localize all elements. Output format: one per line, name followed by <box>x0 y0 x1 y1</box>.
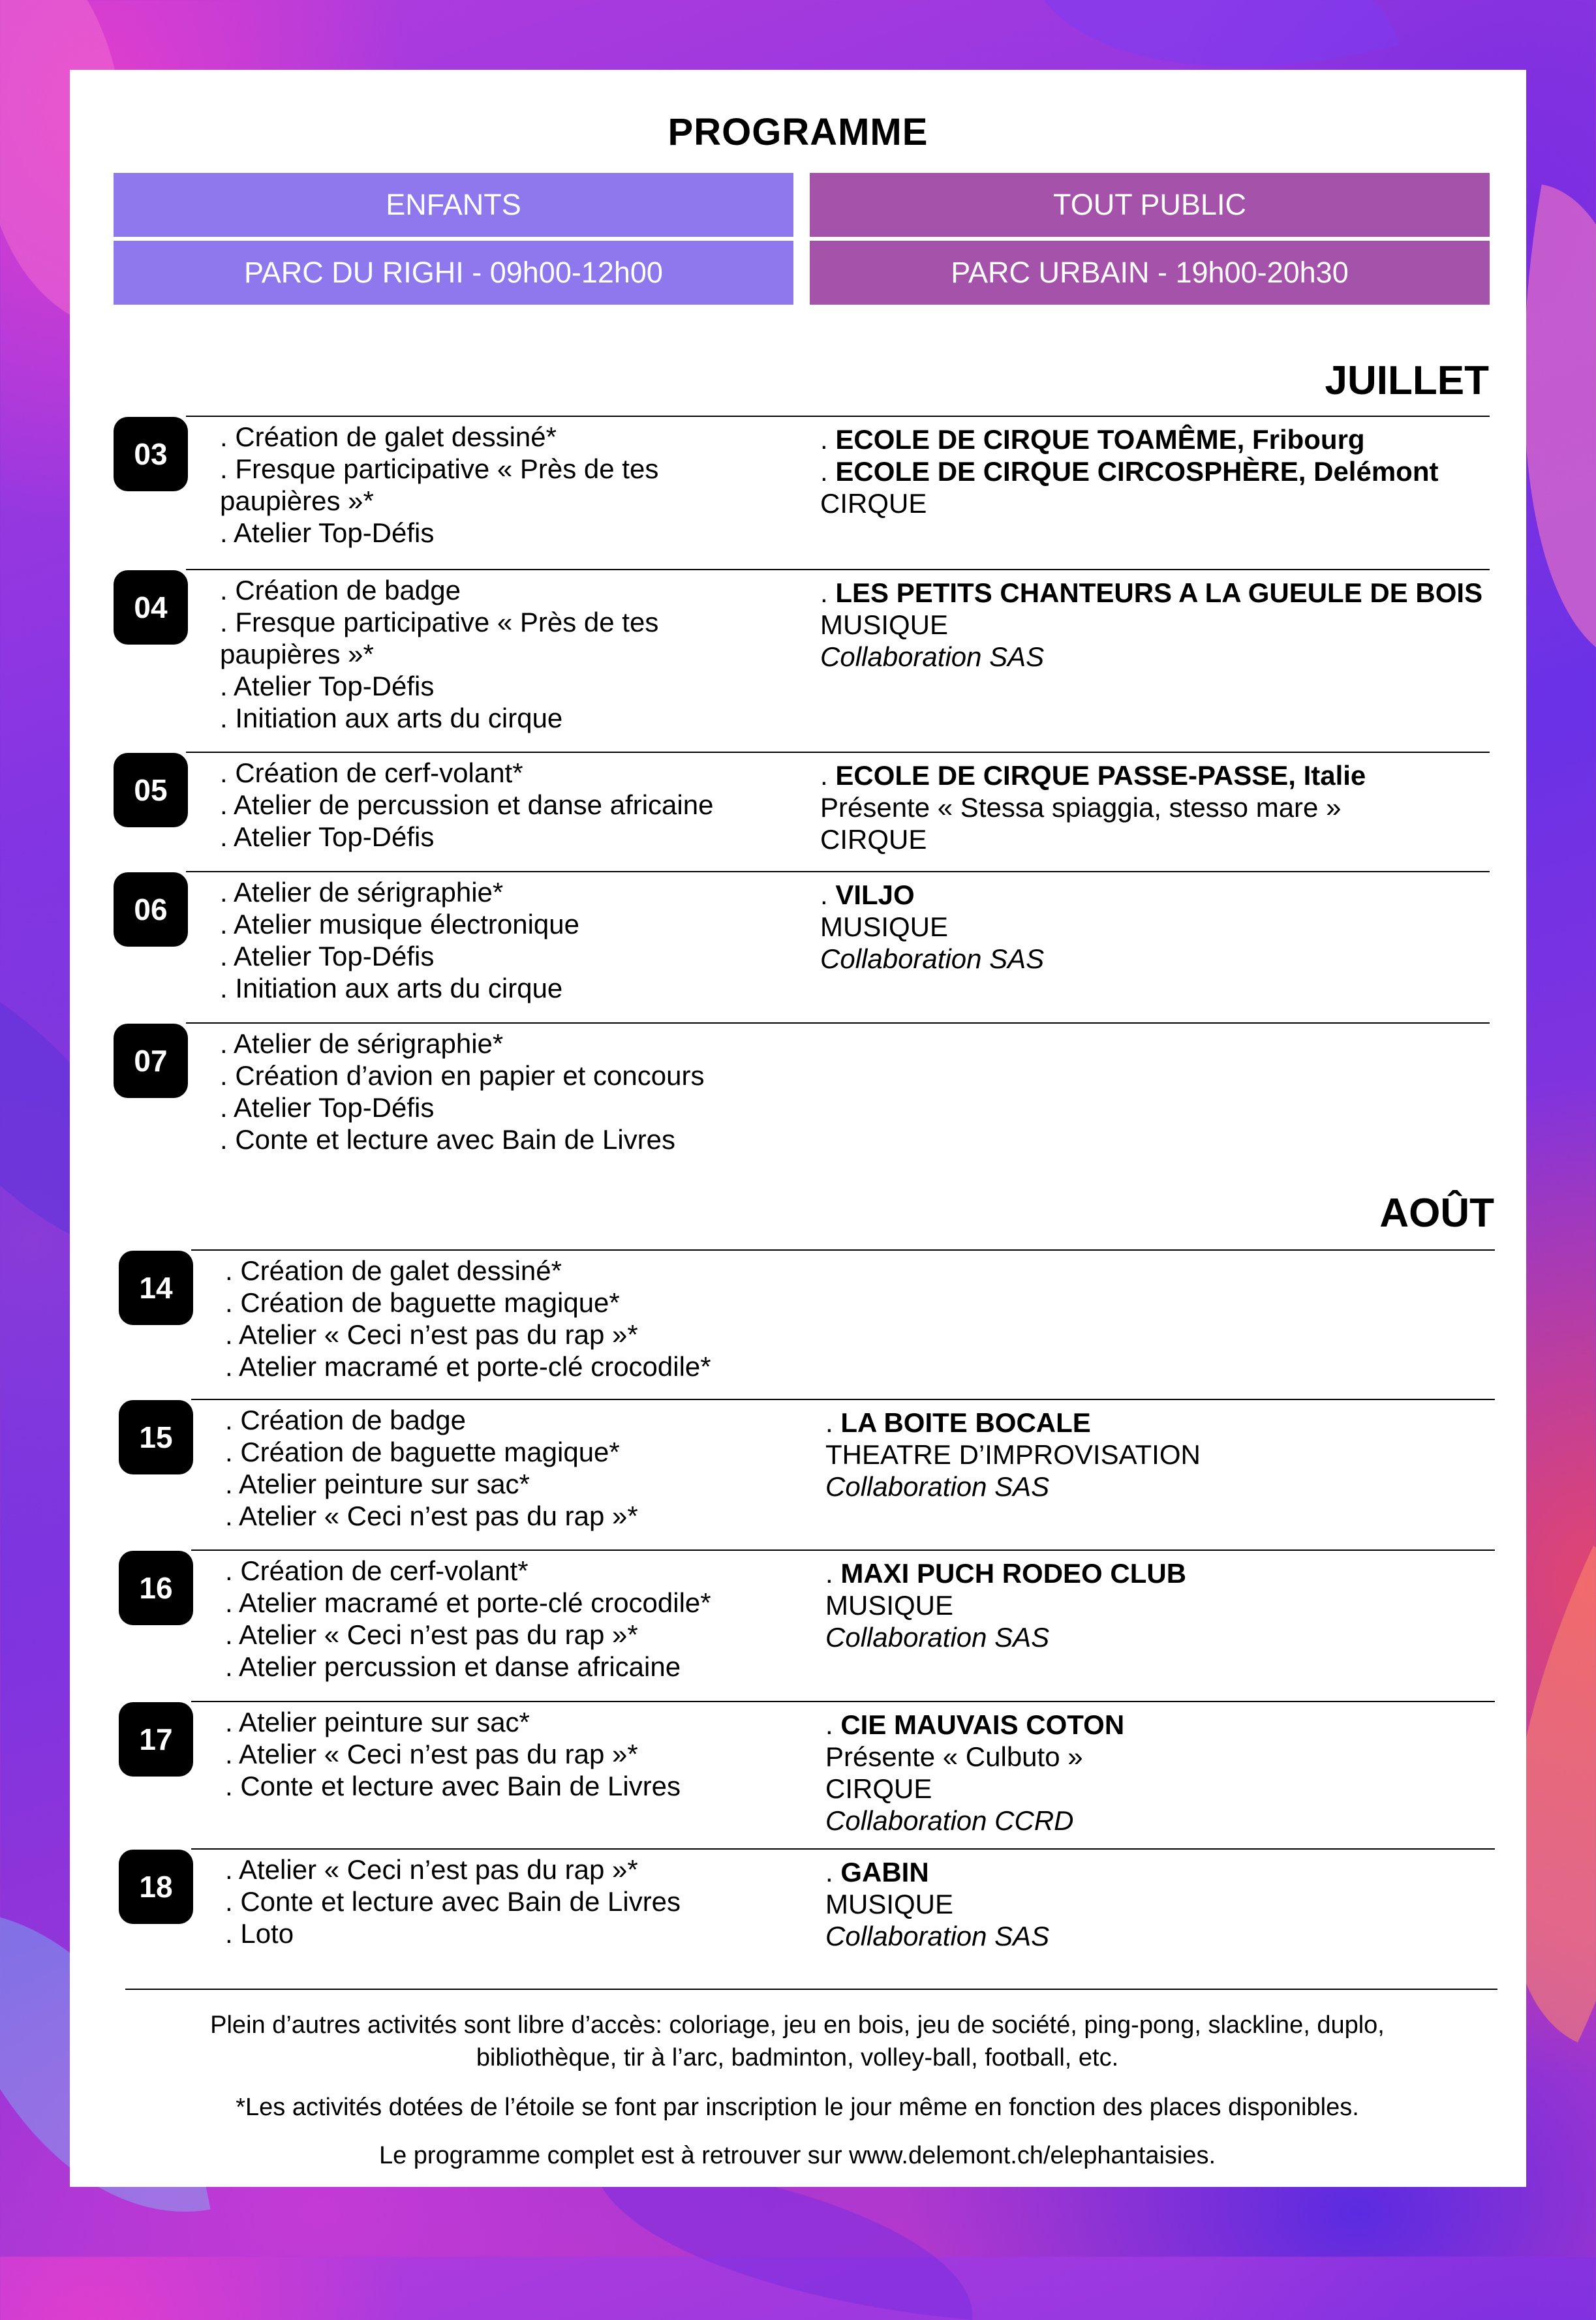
public-event-note: Collaboration SAS <box>820 641 1045 672</box>
kids-activity-item: . Création de galet dessiné* <box>225 1255 562 1286</box>
kids-activities <box>220 1028 761 1155</box>
public-event-note: Collaboration CCRD <box>825 1805 1074 1836</box>
public-event <box>825 1856 1497 1952</box>
kids-activity-item: . Atelier de percussion et danse africaine <box>220 789 714 820</box>
kids-activity-item: . Atelier Top-Défis <box>220 1092 435 1123</box>
public-event-detail: CIRQUE <box>820 824 927 855</box>
programme-sheet <box>70 70 1526 2187</box>
public-event-name: . LA BOITE BOCALE <box>825 1407 1091 1438</box>
day-row-divider <box>191 1848 1495 1850</box>
kids-activity-item: . Création de badge <box>220 575 461 605</box>
kids-column-label: ENFANTS <box>386 188 521 221</box>
kids-activity-item: . Atelier peinture sur sac* <box>225 1707 530 1737</box>
kids-activity-item: . Création de cerf-volant* <box>220 757 523 788</box>
day-row-divider <box>186 416 1490 417</box>
public-event-note: Collaboration SAS <box>820 943 1045 974</box>
public-event-detail: CIRQUE <box>820 488 927 519</box>
kids-activity-item: . Création de badge <box>225 1405 466 1435</box>
kids-activity-item: . Atelier « Ceci n’est pas du rap »* <box>225 1854 638 1885</box>
kids-activities <box>220 574 761 734</box>
kids-activities <box>225 1555 767 1683</box>
day-badge: 15 <box>119 1400 193 1474</box>
day-badge: 05 <box>114 753 188 827</box>
day-badge: 14 <box>119 1251 193 1325</box>
kids-activity-item: . Atelier peinture sur sac* <box>225 1469 530 1499</box>
day-badge: 07 <box>114 1024 188 1098</box>
day-badge: 16 <box>119 1551 193 1625</box>
kids-place-label: PARC DU RIGHI - 09h00-12h00 <box>244 256 663 289</box>
day-row-divider <box>191 1399 1495 1400</box>
kids-activity-item: . Création de baguette magique* <box>225 1437 620 1467</box>
public-event-detail: CIRQUE <box>825 1773 932 1804</box>
kids-activity-item: . Atelier macramé et porte-clé crocodile* <box>225 1351 711 1382</box>
kids-activity-item: . Atelier « Ceci n’est pas du rap »* <box>225 1619 638 1650</box>
kids-activity-item: . Création d’avion en papier et concours <box>220 1060 705 1091</box>
public-event <box>820 423 1492 519</box>
public-event <box>820 759 1492 855</box>
kids-activities <box>220 421 761 549</box>
public-place-header <box>810 241 1490 305</box>
day-row-divider <box>191 1249 1495 1251</box>
public-column-header <box>810 173 1490 237</box>
kids-activity-item: . Conte et lecture avec Bain de Livres <box>225 1886 681 1917</box>
public-event-detail: MUSIQUE <box>825 1590 954 1621</box>
public-event-detail: THEATRE D’IMPROVISATION <box>825 1439 1201 1470</box>
kids-activity-item: . Création de galet dessiné* <box>220 421 557 452</box>
kids-activities <box>225 1854 767 1949</box>
public-event-name: . ECOLE DE CIRQUE PASSE-PASSE, Italie <box>820 760 1366 791</box>
kids-activities <box>225 1255 767 1382</box>
kids-activity-item: . Fresque participative « Près de tes paupières »* <box>220 607 659 669</box>
kids-activity-item: . Atelier « Ceci n’est pas du rap »* <box>225 1739 638 1769</box>
public-event-detail: MUSIQUE <box>820 609 949 640</box>
day-row-divider <box>186 1022 1490 1024</box>
public-event-detail: Présente « Culbuto » <box>825 1741 1083 1772</box>
public-event-name: . ECOLE DE CIRQUE TOAMÊME, Fribourg <box>820 424 1365 455</box>
kids-activity-item: . Initiation aux arts du cirque <box>220 703 563 733</box>
kids-activity-item: . Loto <box>225 1918 294 1949</box>
public-event-note: Collaboration SAS <box>825 1471 1050 1502</box>
day-row-divider <box>186 569 1490 570</box>
public-event-name: . LES PETITS CHANTEURS A LA GUEULE DE BOIS <box>820 577 1483 608</box>
day-row-divider <box>191 1549 1495 1551</box>
kids-activity-item: . Atelier musique électronique <box>220 909 579 939</box>
day-badge: 18 <box>119 1850 193 1924</box>
kids-activity-item: . Fresque participative « Près de tes paupières »* <box>220 453 659 516</box>
month-heading: AOÛT <box>1379 1191 1494 1236</box>
kids-activities <box>225 1404 767 1532</box>
day-row-divider <box>191 1701 1495 1702</box>
footer-website: Le programme complet est à retrouver sur www.delemont.ch/elephantaisies. <box>378 2142 1216 2169</box>
day-row-divider <box>186 752 1490 753</box>
public-event-note: Collaboration SAS <box>825 1921 1050 1951</box>
day-badge: 03 <box>114 417 188 491</box>
kids-activities <box>220 757 761 853</box>
public-place-label: PARC URBAIN - 19h00-20h30 <box>951 256 1349 289</box>
public-event-note: Collaboration SAS <box>825 1622 1050 1653</box>
day-row-divider <box>186 871 1490 872</box>
public-event-name: . VILJO <box>820 879 915 910</box>
public-event-name: . ECOLE DE CIRQUE CIRCOSPHÈRE, Delémont <box>820 456 1439 487</box>
kids-activity-item: . Atelier Top-Défis <box>220 517 435 548</box>
kids-activity-item: . Atelier « Ceci n’est pas du rap »* <box>225 1501 638 1531</box>
kids-activity-item: . Création de cerf-volant* <box>225 1555 529 1586</box>
public-event-name: . MAXI PUCH RODEO CLUB <box>825 1558 1187 1589</box>
footer-star-note: *Les activités dotées de l’étoile se font par inscription le jour même en fonction des places disponibles. <box>236 2094 1359 2121</box>
public-event <box>825 1407 1497 1503</box>
kids-activity-item: . Atelier de sérigraphie* <box>220 1028 504 1059</box>
page-title: PROGRAMME <box>668 111 928 153</box>
kids-activity-item: . Atelier percussion et danse africaine <box>225 1651 681 1682</box>
kids-column-header <box>114 173 793 237</box>
public-event-detail: MUSIQUE <box>825 1889 954 1919</box>
kids-activity-item: . Atelier Top-Défis <box>220 671 435 701</box>
day-badge: 17 <box>119 1702 193 1777</box>
public-event-name: . CIE MAUVAIS COTON <box>825 1709 1125 1740</box>
kids-activity-item: . Atelier Top-Défis <box>220 941 435 971</box>
public-event-detail: MUSIQUE <box>820 911 949 942</box>
kids-activity-item: . Conte et lecture avec Bain de Livres <box>220 1124 676 1155</box>
public-event-name: . GABIN <box>825 1857 929 1887</box>
day-badge: 04 <box>114 570 188 645</box>
kids-activity-item: . Atelier Top-Défis <box>220 821 435 852</box>
public-event <box>825 1709 1497 1837</box>
public-event <box>820 577 1492 673</box>
kids-place-header <box>114 241 793 305</box>
public-event-detail: Présente « Stessa spiaggia, stesso mare » <box>820 792 1342 823</box>
public-event <box>825 1557 1497 1653</box>
day-badge: 06 <box>114 872 188 947</box>
kids-activity-item: . Création de baguette magique* <box>225 1287 620 1318</box>
kids-activity-item: . Initiation aux arts du cirque <box>220 973 563 1003</box>
footer-activities: Plein d’autres activités sont libre d’accès: coloriage, jeu en bois, jeu de société, ping-pong, slackline, duplo, bibliothèque, tir à l’arc, badminton, volley-ball, football, etc. <box>210 2011 1385 2071</box>
public-column-label: TOUT PUBLIC <box>1053 188 1246 221</box>
month-heading: JUILLET <box>1325 358 1489 403</box>
kids-activity-item: . Atelier « Ceci n’est pas du rap »* <box>225 1319 638 1350</box>
kids-activity-item: . Conte et lecture avec Bain de Livres <box>225 1771 681 1801</box>
kids-activity-item: . Atelier macramé et porte-clé crocodile* <box>225 1587 711 1618</box>
public-event <box>820 879 1492 975</box>
kids-activity-item: . Atelier de sérigraphie* <box>220 877 504 908</box>
footer-divider <box>125 1989 1497 1990</box>
kids-activities <box>220 876 761 1004</box>
kids-activities <box>225 1706 767 1802</box>
